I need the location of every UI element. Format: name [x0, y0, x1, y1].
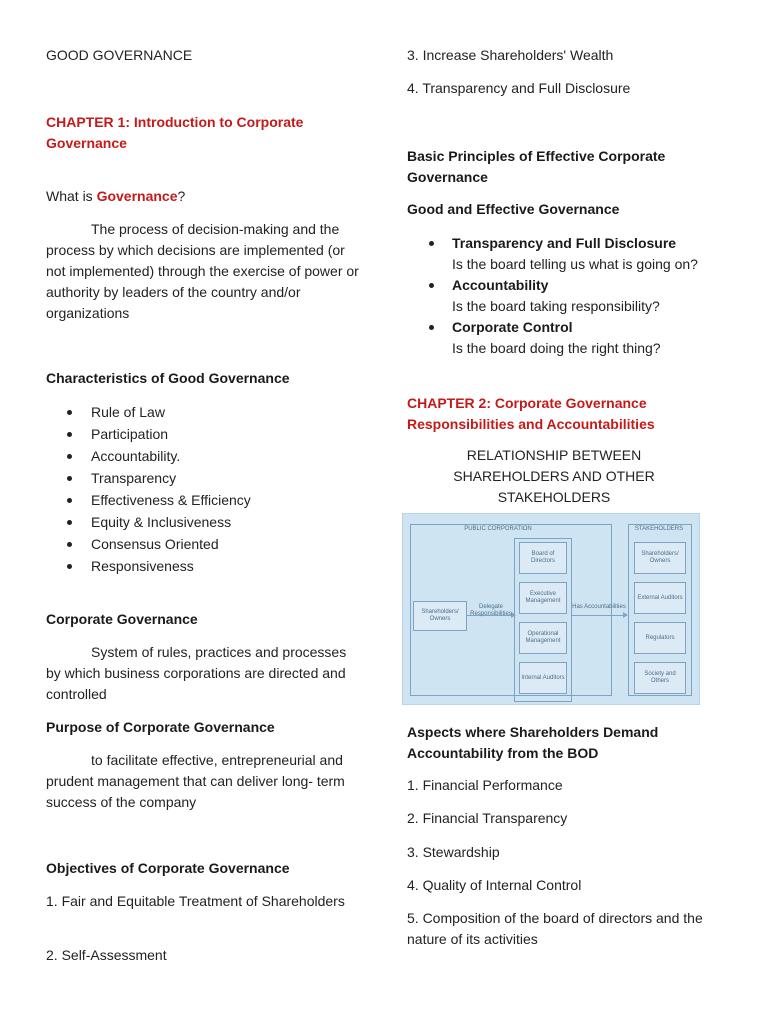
- objective-item: 4. Transparency and Full Disclosure: [407, 80, 631, 96]
- list-item: Participation: [46, 423, 364, 445]
- principles-list: [407, 233, 727, 359]
- aspect-item: 1. Financial Performance: [407, 777, 563, 793]
- relationship-diagram: [402, 513, 700, 705]
- governance-definition: The process of decision-making and the process by which decisions are implemented (or not implemented) through the exercise of power or authority by leaders of the country and/or organizations: [46, 221, 359, 321]
- purpose-heading: Purpose of Corporate Governance: [46, 719, 275, 735]
- good-effective-heading: Good and Effective Governance: [407, 201, 620, 217]
- delegate-label: Delegate Responsibilities: [470, 604, 512, 617]
- chapter-2-heading: CHAPTER 2: Corporate Governance Responsibilities and Accountabilities: [407, 395, 655, 432]
- what-is-governance: What is Governance?: [46, 188, 186, 204]
- stakeholder-owners-box: Shareholders/ Owners: [634, 542, 686, 574]
- list-item: Equity & Inclusiveness: [46, 511, 364, 533]
- operational-box: Operational Management: [519, 622, 567, 654]
- document-title: GOOD GOVERNANCE: [46, 47, 193, 63]
- accountabilities-arrow: [571, 615, 627, 616]
- objective-item: 1. Fair and Equitable Treatment of Shareholders: [46, 893, 345, 909]
- society-box: Society and Others: [634, 662, 686, 694]
- regulators-box: Regulators: [634, 622, 686, 654]
- aspect-item: 5. Composition of the board of directors and the nature of its activities: [407, 910, 703, 947]
- principles-heading: Basic Principles of Effective Corporate Governance: [407, 148, 666, 185]
- relationship-heading: RELATIONSHIP BETWEEN SHAREHOLDERS AND OTHER STAKEHOLDERS: [453, 447, 655, 505]
- corporate-governance-definition: System of rules, practices and processes by which business corporations are directed and controlled: [46, 644, 347, 702]
- aspect-item: 4. Quality of Internal Control: [407, 877, 582, 893]
- characteristics-list: [46, 401, 364, 577]
- corporate-governance-heading: Corporate Governance: [46, 611, 198, 627]
- aspects-heading: Aspects where Shareholders Demand Accountability from the BOD: [407, 724, 659, 761]
- stakeholders-label: STAKEHOLDERS: [634, 526, 684, 532]
- public-corporation-label: PUBLIC CORPORATION: [464, 526, 532, 532]
- chapter-1-heading: CHAPTER 1: Introduction to Corporate Governance: [46, 114, 304, 151]
- objective-item: 3. Increase Shareholders' Wealth: [407, 47, 614, 63]
- accountabilities-label: Has Accountabilities: [572, 604, 626, 610]
- list-item: Effectiveness & Efficiency: [46, 489, 364, 511]
- internal-auditors-box: Internal Auditors: [519, 662, 567, 694]
- shareholders-box: Shareholders/ Owners: [413, 601, 467, 631]
- list-item: Transparency and Full Disclosure Is the board telling us what is going on?: [407, 233, 727, 275]
- purpose-text: to facilitate effective, entrepreneurial and prudent management that can deliver long- term success of the company: [46, 752, 345, 810]
- characteristics-heading: Characteristics of Good Governance: [46, 370, 290, 386]
- list-item: Accountability Is the board taking responsibility?: [407, 275, 727, 317]
- aspect-item: 2. Financial Transparency: [407, 810, 568, 826]
- aspect-item: 3. Stewardship: [407, 844, 500, 860]
- executive-box: Executive Management: [519, 582, 567, 614]
- external-auditors-box: External Auditors: [634, 582, 686, 614]
- list-item: Consensus Oriented: [46, 533, 364, 555]
- objective-item: 2. Self-Assessment: [46, 947, 167, 963]
- list-item: Responsiveness: [46, 555, 364, 577]
- list-item: Accountability.: [46, 445, 364, 467]
- objectives-heading: Objectives of Corporate Governance: [46, 860, 290, 876]
- list-item: Transparency: [46, 467, 364, 489]
- board-box: Board of Directors: [519, 542, 567, 574]
- list-item: Rule of Law: [46, 401, 364, 423]
- governance-term: Governance: [96, 188, 178, 204]
- list-item: Corporate Control Is the board doing the right thing?: [407, 317, 727, 359]
